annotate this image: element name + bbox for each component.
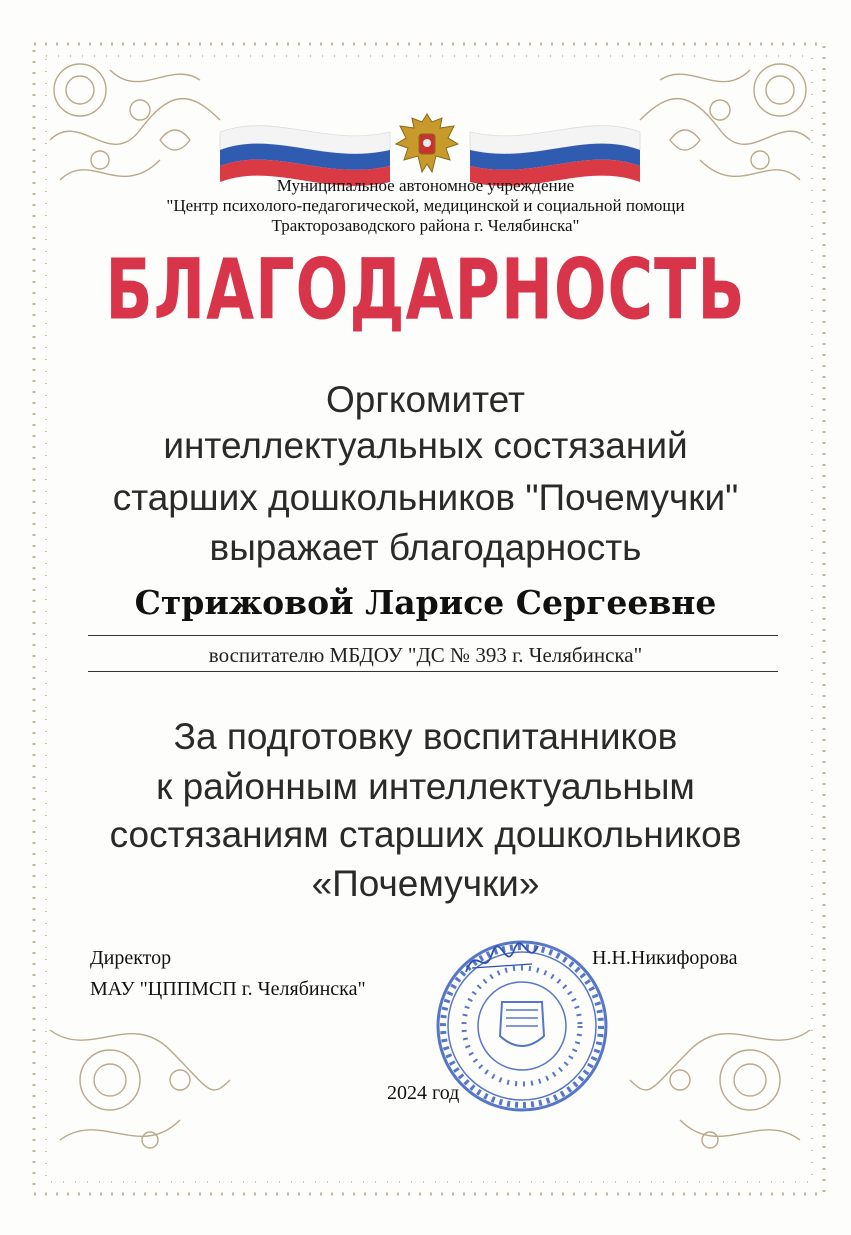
reason-line-4: «Почемучки» bbox=[311, 863, 540, 904]
reason-line-3: состязаниям старших дошкольников bbox=[109, 814, 742, 855]
intro-line-2: интеллектуальных состязаний bbox=[163, 425, 688, 466]
divider-top bbox=[88, 635, 778, 636]
institution-line-1: Муниципальное автономное учреждение bbox=[276, 176, 575, 195]
institution-line-2: "Центр психолого-педагогической, медицинской и социальной помощи bbox=[166, 196, 685, 215]
divider-bottom bbox=[88, 671, 778, 672]
institution-line-3: Тракторозаводского района г. Челябинска" bbox=[271, 216, 580, 235]
ornament-icon bbox=[620, 990, 820, 1170]
reason-line-2: к районным интеллектуальным bbox=[156, 766, 695, 807]
intro-line-1: Оргкомитет bbox=[326, 379, 525, 420]
recipient-name: Стрижовой Ларисе Сергеевне bbox=[134, 583, 717, 622]
signature-icon bbox=[462, 938, 542, 982]
year: 2024 год bbox=[387, 1082, 460, 1104]
coat-of-arms-icon bbox=[392, 108, 462, 180]
intro-line-4: выражает благодарность bbox=[209, 527, 642, 568]
director-name: Н.Н.Никифорова bbox=[592, 947, 738, 969]
intro-line-3: старших дошкольников "Почемучки" bbox=[112, 477, 739, 518]
recipient-position: воспитателю МБДОУ "ДС № 393 г. Челябинска" bbox=[208, 643, 643, 667]
certificate-title: БЛАГОДАРНОСТЬ bbox=[105, 240, 746, 339]
ornament-icon bbox=[40, 990, 240, 1170]
director-org: МАУ "ЦППМСП г. Челябинска" bbox=[90, 978, 366, 1000]
reason-line-1: За подготовку воспитанников bbox=[173, 716, 678, 757]
director-role: Директор bbox=[90, 947, 172, 969]
